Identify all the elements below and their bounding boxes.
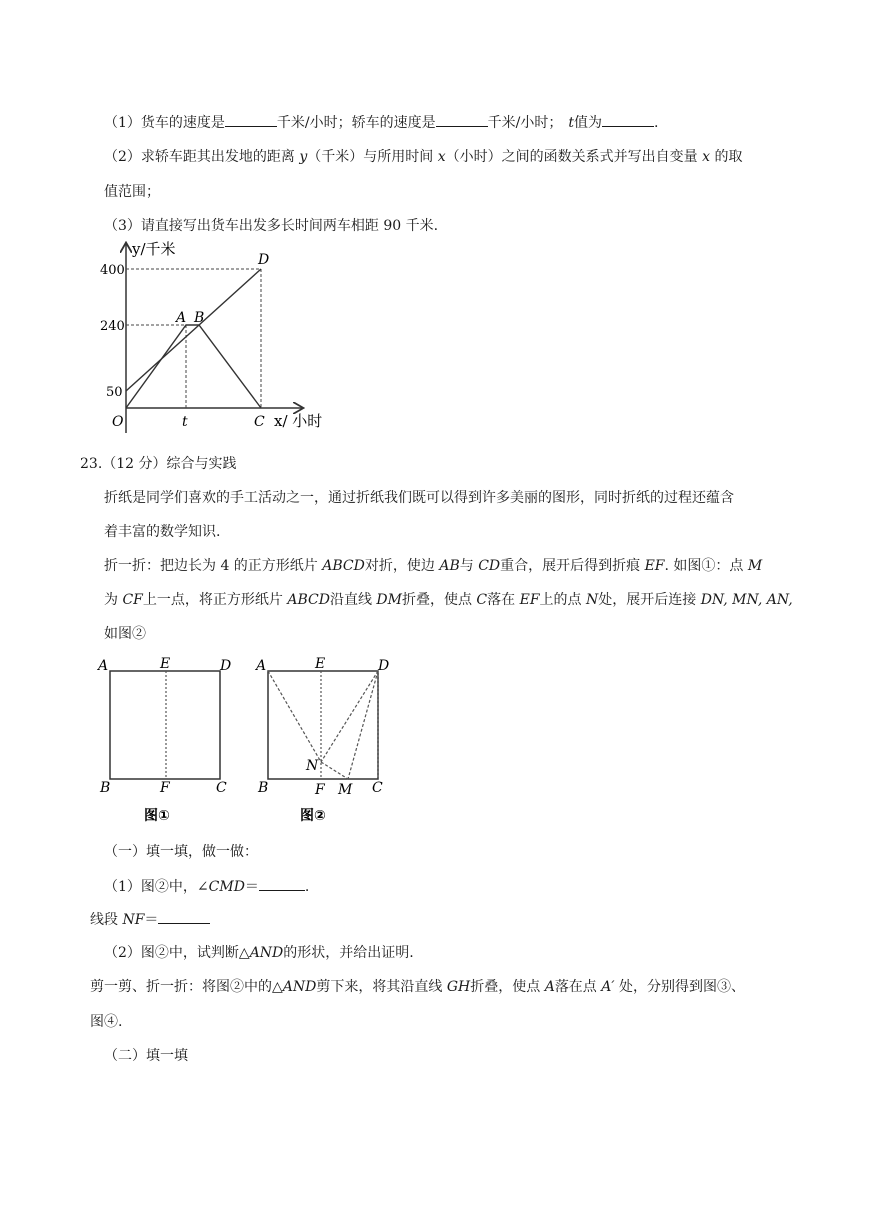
q23-fold-line3: 如图②: [104, 626, 146, 642]
q23-part2-heading: （二）填一填: [104, 1048, 188, 1064]
point-O: O: [112, 414, 124, 430]
fig1-D: D: [220, 658, 232, 674]
fig2-M: M: [338, 782, 353, 798]
answer-blank[interactable]: [158, 909, 210, 924]
fig2-A: A: [256, 658, 267, 674]
fig2-N: N: [306, 758, 319, 774]
q23-fold-line2: 为 CF上一点，将正方形纸片 ABCD沿直线 DM折叠，使点 C落在 EF上的点 N处，展开后连接 DN, MN, AN,: [104, 592, 793, 608]
fig1-caption: 图①: [144, 808, 170, 824]
q23-intro-line2: 着丰富的数学知识.: [104, 524, 221, 540]
q23-cut-line1: 剪一剪、折一折：将图②中的△AND剪下来，将其沿直线 GH折叠，使点 A落在点 A′ 处，分别得到图③、: [90, 979, 746, 995]
fig2-C: C: [372, 780, 383, 796]
truck-line: [126, 325, 261, 408]
q23-heading: 23.（12 分）综合与实践: [80, 456, 237, 472]
tick-50: 50: [106, 385, 123, 400]
segment-dm: [348, 671, 378, 779]
car-line: [126, 269, 261, 391]
answer-blank[interactable]: [225, 112, 277, 127]
q23-part1-heading: （一）填一填，做一做：: [104, 844, 258, 860]
fig2-F: F: [315, 782, 325, 798]
point-A: A: [176, 310, 187, 326]
answer-blank[interactable]: [602, 112, 654, 127]
distance-time-graph: [90, 238, 330, 438]
fig2-D: D: [378, 658, 390, 674]
tick-t: t: [182, 414, 188, 430]
fig1-A: A: [98, 658, 109, 674]
fig1-E: E: [160, 656, 171, 672]
fig1-F: F: [160, 780, 170, 796]
q23-part1-q2: （2）图②中，试判断△AND的形状，并给出证明.: [104, 945, 414, 961]
fig2-B: B: [258, 780, 269, 796]
segment-mn: [321, 762, 348, 779]
answer-blank[interactable]: [436, 112, 488, 127]
figure-1: [92, 654, 242, 832]
point-D: D: [258, 252, 270, 268]
y-axis-label: y/千米: [132, 240, 176, 258]
q22-part3: （3）请直接写出货车出发多长时间两车相距 90 千米.: [104, 218, 439, 234]
fig1-C: C: [216, 780, 227, 796]
q23-intro-line1: 折纸是同学们喜欢的手工活动之一，通过折纸我们既可以得到许多美丽的图形，同时折纸的过程还蕴含: [104, 490, 734, 506]
segment-dn: [321, 671, 378, 762]
q23-fold-line1: 折一折：把边长为 4 的正方形纸片 ABCD对折，使边 AB与 CD重合，展开后得到折痕 EF. 如图①：点 M: [104, 558, 763, 574]
figure-2: [252, 654, 402, 832]
fig2-E: E: [315, 656, 326, 672]
segment-an: [268, 671, 321, 762]
x-axis-label: x/ 小时: [274, 412, 323, 430]
tick-400: 400: [100, 263, 125, 278]
answer-blank[interactable]: [259, 876, 305, 891]
q23-part1-q1: （1）图②中，∠CMD＝ .: [104, 876, 309, 897]
point-C: C: [254, 414, 265, 430]
point-B: B: [194, 310, 205, 326]
fig1-B: B: [100, 780, 111, 796]
q22-part1: （1）货车的速度是 千米/小时；轿车的速度是 千米/小时； t值为 .: [104, 112, 658, 133]
q22-part2-line1: （2）求轿车距其出发地的距离 y（千米）与所用时间 x（小时）之间的函数关系式并写出自变量 x 的取: [104, 149, 743, 165]
q23-part1-q1b: 线段 NF＝: [90, 909, 210, 930]
tick-240: 240: [100, 319, 125, 334]
fig2-caption: 图②: [300, 808, 326, 824]
q23-cut-line2: 图④.: [90, 1014, 123, 1030]
q22-part2-line2: 值范围；: [104, 184, 160, 200]
square-abcd: [110, 671, 220, 779]
